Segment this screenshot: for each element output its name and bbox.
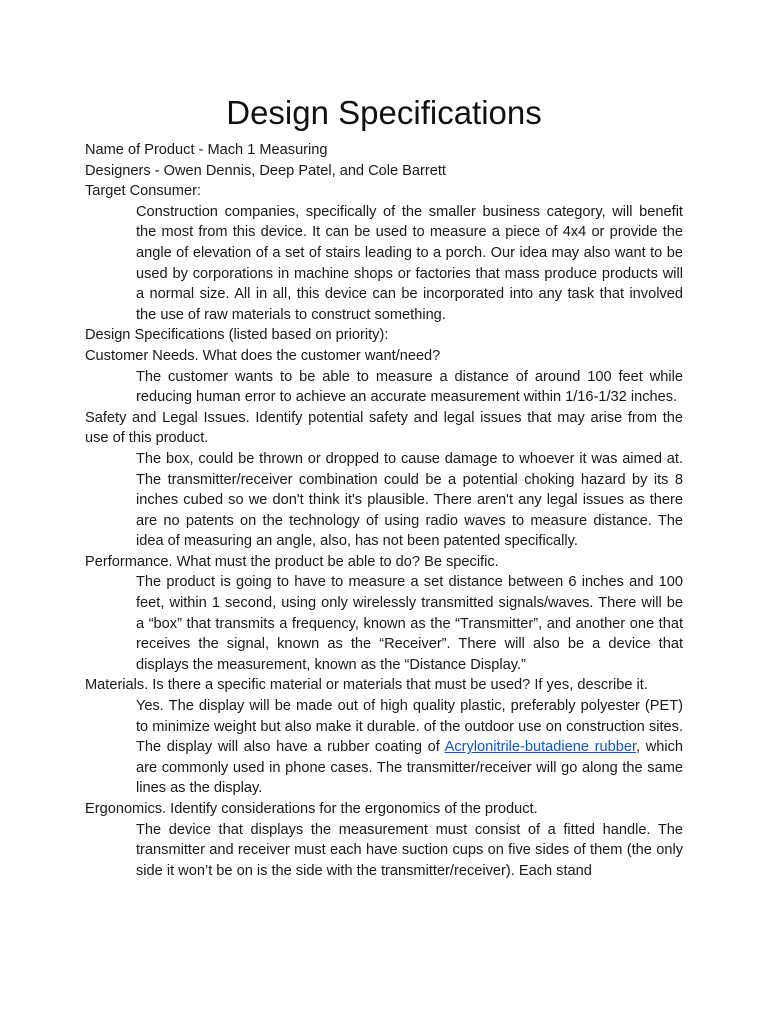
ergonomics-heading: Ergonomics. Identify considerations for the ergonomics of the product.	[85, 801, 538, 817]
performance-paragraph: The product is going to have to measure a set distance between 6 inches and 100 feet, within 1 second, using only wirelessly transmitted signals/waves. There will be a “box” that transmits a frequency, known as the “Transmitter”, and another one that receives the signal, known as the “Receiver”. There will also be a device that displays the measurement, known as the “Distance Display.”	[136, 574, 683, 673]
materials-text-after-link: , which are commonly used in phone cases. The transmitter/receiver will go along the same lines as the display.	[136, 739, 684, 797]
product-name-line: Name of Product - Mach 1 Measuring	[85, 142, 328, 158]
target-consumer-paragraph: Construction companies, specifically of the smaller business category, will benefit the most from this device. It can be used to measure a piece of 4x4 or provide the angle of elevation of a set of stairs leading to a porch. Our idea may also want to be used by corporations in machine shops or factories that mass produce products will a normal size. All in all, this device can be incorporated into any task that involved the use of raw materials to construct something.	[136, 203, 683, 323]
safety-legal-heading: Safety and Legal Issues. Identify potential safety and legal issues that may arise from the use of this product.	[85, 409, 683, 447]
safety-legal-paragraph: The box, could be thrown or dropped to cause damage to whoever it was aimed at. The transmitter/receiver combination could be a potential choking hazard by its 8 inches cubed so we don't think it's plausible. There aren't any legal issues as there are no patents on the technology of using radio waves to measure distance. The idea of measuring an angle, also, has not been patented specifically.	[136, 450, 683, 550]
target-consumer-heading: Target Consumer:	[85, 183, 201, 200]
customer-needs-heading: Customer Needs. What does the customer want/need?	[85, 347, 441, 364]
customer-needs-paragraph: The customer wants to be able to measure a distance of around 100 feet while reducing human error to achieve an accurate measurement within 1/16-1/32 inches.	[136, 368, 683, 406]
design-specifications-heading: Design Specifications (listed based on priority):	[85, 327, 389, 344]
document-body	[85, 140, 683, 881]
document-title: Design Specifications	[226, 94, 542, 131]
acrylonitrile-butadiene-rubber-link[interactable]: Acrylonitrile-butadiene rubber	[444, 739, 637, 756]
designers-line: Designers - Owen Dennis, Deep Patel, and Cole Barrett	[85, 162, 446, 179]
materials-paragraph	[85, 696, 683, 799]
materials-heading: Materials. Is there a specific material or materials that must be used? If yes, describe it.	[85, 677, 648, 694]
ergonomics-paragraph: The device that displays the measurement must consist of a fitted handle. The transmitter and receiver must each have suction cups on five sides of them (the only side it won’t be on is the side with the transmitter/receiver). Each stand	[136, 821, 683, 879]
performance-heading: Performance. What must the product be able to do? Be specific.	[85, 553, 499, 570]
materials-text-before-link: Yes. The display will be made out of high quality plastic, preferably polyester (PET) to minimize weight but also make it durable. of the outdoor use on construction sites. The display will also have a rubber coating of	[136, 698, 683, 756]
